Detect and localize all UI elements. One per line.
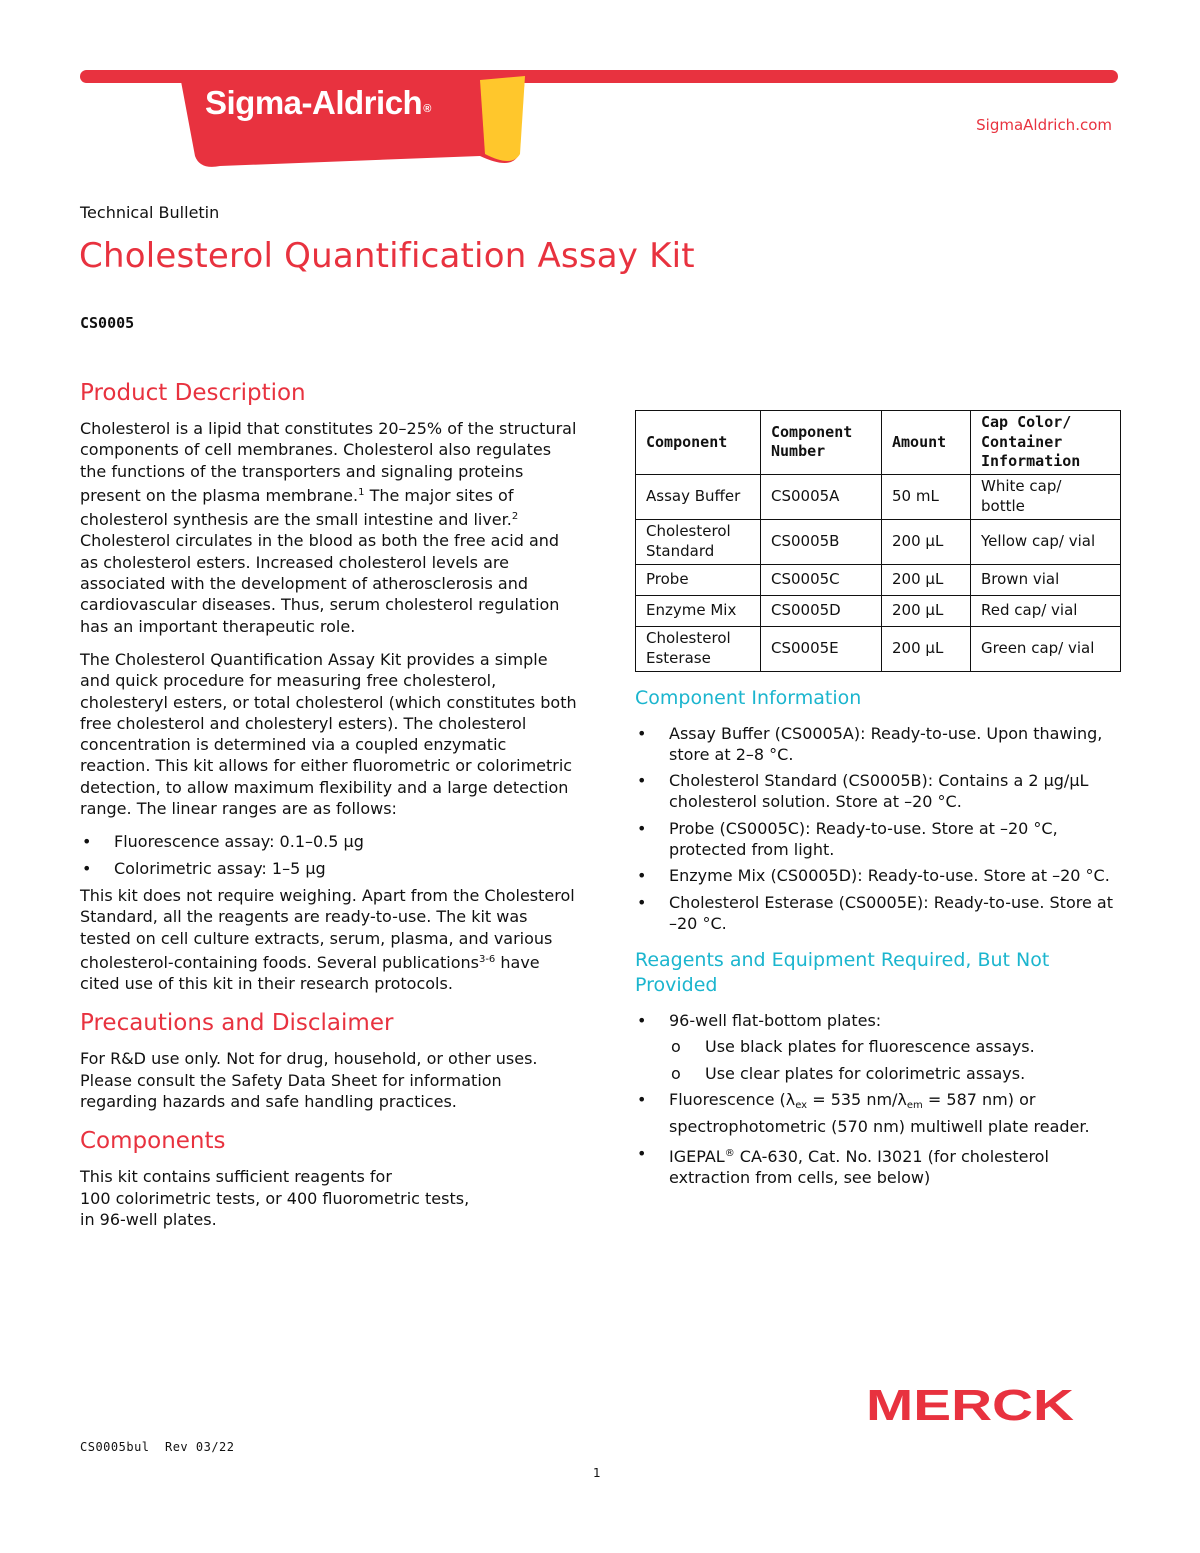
table-cell: Red cap/ vial <box>971 595 1121 626</box>
list-item: o Use clear plates for colorimetric assays. <box>635 1063 1125 1084</box>
list-item: • Cholesterol Standard (CS0005B): Contains a 2 µg/µL cholesterol solution. Store at –20 °C. <box>635 770 1125 813</box>
footer-doc-code: CS0005bul Rev 03/22 <box>80 1440 235 1454</box>
components-text: This kit contains sufficient reagents for 100 colorimetric tests, or 400 fluorometric tests, in 96-well plates. <box>80 1167 470 1229</box>
table-cell: Probe <box>636 564 761 595</box>
description-paragraph-3: This kit does not require weighing. Apart from the Cholesterol Standard, all the reagents are ready-to-use. The kit was tested on cell culture extracts, serum, plasma, and various cholesterol-containing foods. Several publications$^{3-6}$ have cited use of this kit in their research protocols. <box>80 885 575 994</box>
table-header: Component Number <box>761 411 882 475</box>
table-header: Component <box>636 411 761 475</box>
component-info-list <box>635 723 1125 935</box>
table-row <box>636 474 1121 519</box>
table-cell: Enzyme Mix <box>636 595 761 626</box>
list-item: • Fluorescence ($\lambda_{ex} = 535$ $nm/\lambda_{em} = 587$ nm) or spectrophotometric (570 nm) multiwell plate reader. <box>635 1089 1125 1138</box>
precautions-text: For R&D use only. Not for drug, household, or other uses. Please consult the Safety Data Sheet for information regarding hazards and safe handling practices. <box>80 1049 538 1112</box>
page-title: Cholesterol Quantification Assay Kit <box>79 236 695 276</box>
table-cell: Yellow cap/ vial <box>971 519 1121 564</box>
description-paragraph-2: The Cholesterol Quantification Assay Kit provides a simple and quick procedure for measuring free cholesterol, cholesteryl esters, or total cholesterol (which constitutes both free cholesterol and cholesteryl esters). The cholesterol concentration is determined via a coupled enzymatic reaction. This kit allows for either fluorometric or colorimetric detection, to allow maximum flexibility and a large detection range. The linear ranges are as follows: <box>80 649 577 819</box>
product-description-heading: Product Description <box>80 380 306 406</box>
table-cell: 200 µL <box>882 595 971 626</box>
page-number: 1 <box>593 1466 601 1480</box>
table-cell: CS0005B <box>761 519 882 564</box>
table-row <box>636 564 1121 595</box>
table-cell: Cholesterol Standard <box>636 519 761 564</box>
brand-name[interactable]: Sigma-Aldrich® <box>205 84 431 121</box>
list-item: • 96-well flat-bottom plates: o Use black plates for fluorescence assays. o Use clear plates for colorimetric assays. <box>635 1010 1125 1084</box>
list-item: • Assay Buffer (CS0005A): Ready-to-use. Upon thawing, store at 2–8 °C. <box>635 723 1125 766</box>
table-cell: CS0005E <box>761 626 882 671</box>
list-item: • Probe (CS0005C): Ready-to-use. Store at –20 °C, protected from light. <box>635 818 1125 861</box>
components-table <box>635 410 1121 672</box>
table-row <box>636 595 1121 626</box>
list-item: • Cholesterol Esterase (CS0005E): Ready-to-use. Store at –20 °C. <box>635 892 1125 935</box>
list-item: • Fluorescence assay: 0.1–0.5 µg <box>80 831 580 852</box>
table-header: Cap Color/ Container Information <box>971 411 1121 475</box>
reagents-heading: Reagents and Equipment Required, But Not Provided <box>635 949 1050 997</box>
merck-wordmark: MERCK <box>866 1386 1075 1426</box>
table-cell: Brown vial <box>971 564 1121 595</box>
linear-ranges-list <box>80 831 580 879</box>
list-item: o Use black plates for fluorescence assays. <box>635 1036 1125 1057</box>
list-item: • IGEPAL® CA-630, Cat. No. I3021 (for cholesterol extraction from cells, see below) <box>635 1143 1125 1189</box>
product-code: CS0005 <box>80 314 135 332</box>
table-cell: CS0005C <box>761 564 882 595</box>
components-heading: Components <box>80 1128 226 1155</box>
right-column <box>635 410 1125 1194</box>
table-cell: 200 µL <box>882 564 971 595</box>
merck-logo <box>866 1386 1076 1426</box>
list-item: • Enzyme Mix (CS0005D): Ready-to-use. Store at –20 °C. <box>635 865 1125 886</box>
plates-sublist <box>635 1036 1125 1084</box>
table-cell: 50 mL <box>882 474 971 519</box>
table-row <box>636 626 1121 671</box>
table-cell: 200 µL <box>882 519 971 564</box>
table-cell: CS0005A <box>761 474 882 519</box>
component-info-heading: Component Information <box>635 686 862 709</box>
table-cell: Assay Buffer <box>636 474 761 519</box>
list-item: • Colorimetric assay: 1–5 µg <box>80 858 580 879</box>
table-cell: CS0005D <box>761 595 882 626</box>
table-cell: 200 µL <box>882 626 971 671</box>
precautions-heading: Precautions and Disclaimer <box>80 1010 394 1037</box>
left-column <box>80 378 580 1242</box>
table-cell: Green cap/ vial <box>971 626 1121 671</box>
table-row <box>636 519 1121 564</box>
description-paragraph-1: Cholesterol is a lipid that constitutes 20–25% of the structural components of cell membranes. Cholesterol also regulates the functions of the transporters and signaling proteins present on the plasma membrane.$^1$ The major sites of cholesterol synthesis are the small intestine and liver.$^2$ Cholesterol circulates in the blood as both the free acid and as cholesterol esters. Increased cholesterol levels are associated with the development of atherosclerosis and cardiovascular diseases. Thus, serum cholesterol regulation has an important therapeutic role. <box>80 419 577 636</box>
table-header: Amount <box>882 411 971 475</box>
table-cell: White cap/ bottle <box>971 474 1121 519</box>
site-link[interactable]: SigmaAldrich.com <box>976 116 1112 134</box>
reagents-list <box>635 1010 1125 1188</box>
doc-type: Technical Bulletin <box>80 203 220 222</box>
table-cell: Cholesterol Esterase <box>636 626 761 671</box>
